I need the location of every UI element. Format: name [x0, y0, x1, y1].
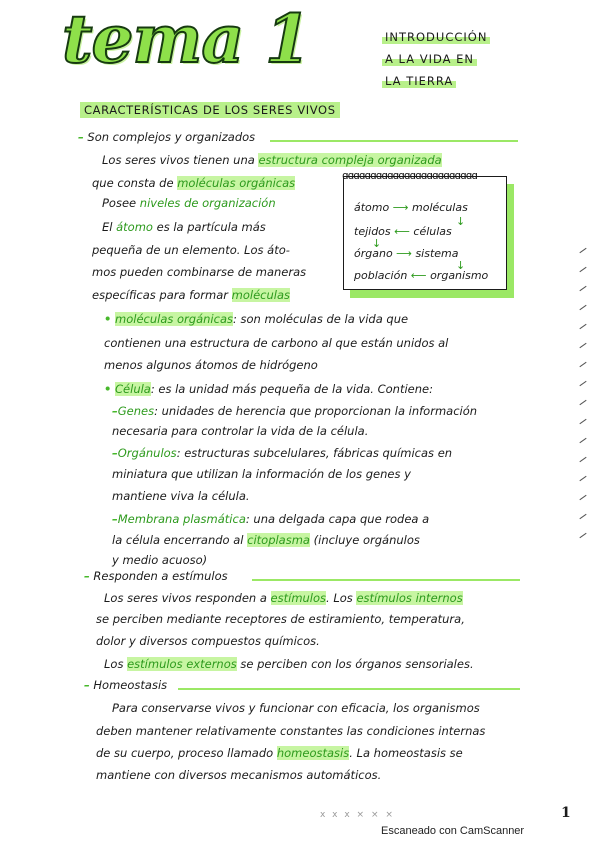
- text-line: pequeña de un elemento. Los áto-: [92, 243, 290, 257]
- intro-line-2: A LA VIDA EN: [382, 52, 477, 66]
- highlight-term: estímulos: [270, 591, 327, 605]
- arrow-left-icon: ⟵: [407, 269, 431, 282]
- text-part: . La homeostasis se: [349, 746, 463, 760]
- diagram-term: sistema: [415, 247, 459, 260]
- text-line: [102, 153, 442, 167]
- text-part: El: [102, 220, 117, 234]
- text-line: deben mantener relativamente constantes las condiciones internas: [96, 724, 486, 738]
- intro-line-1: INTRODUCCIÓN: [382, 30, 490, 44]
- text-line: [92, 176, 295, 190]
- text-line: miniatura que utilizan la información de los genes y: [112, 467, 411, 481]
- diagram-row: [354, 201, 468, 214]
- diagram-row: [354, 269, 488, 282]
- spiral-binding: ɑɑɑɑɑɑɑɑɑɑɑɑɑɑɑɑɑɑɑɑɑɑɑɑ: [342, 169, 477, 182]
- highlight-term: moléculas orgánicas: [177, 176, 296, 190]
- text-line: • Célula: es la unidad más pequeña de la vida. Contiene:: [104, 382, 433, 396]
- diagram-term: órgano: [354, 247, 393, 260]
- text-line: [112, 533, 420, 547]
- diagram-term: moléculas: [412, 201, 468, 214]
- text-part: . Los: [326, 591, 357, 605]
- text-part: : una delgada capa que rodea a: [245, 512, 430, 526]
- arrow-down-icon: ↓: [456, 215, 466, 228]
- heading-text: Homeostasis: [93, 678, 168, 692]
- text-line: [102, 196, 276, 210]
- diagram-row: [354, 225, 452, 238]
- text-part: Los seres vivos tienen una: [102, 153, 259, 167]
- page-marks: x x x × × ×: [320, 810, 395, 820]
- text-line: contienen una estructura de carbono al que están unidos al: [104, 336, 449, 350]
- text-line: Para conservarse vivos y funcionar con eficacia, los organismos: [112, 701, 480, 715]
- text-part: específicas para formar: [92, 288, 232, 302]
- highlight-term: moléculas: [231, 288, 290, 302]
- arrow-right-icon: ⟶: [389, 201, 412, 214]
- arrow-left-icon: ⟵: [390, 225, 414, 238]
- text-line: mantiene viva la célula.: [112, 489, 250, 503]
- text-part: Los: [104, 657, 128, 671]
- heading-text: Son complejos y organizados: [87, 130, 256, 144]
- heading-homeostasis: – Homeostasis: [84, 678, 168, 692]
- text-line: –Genes: unidades de herencia que proporcionan la información: [112, 404, 478, 418]
- text-part: la célula encerrando al: [112, 533, 248, 547]
- section-title: [80, 102, 340, 118]
- highlight-term: citoplasma: [247, 533, 310, 547]
- diagram-term: tejidos: [354, 225, 391, 238]
- intro-line-3: LA TIERRA: [382, 74, 456, 88]
- text-line: y medio acuoso): [112, 553, 208, 567]
- text-line: mos pueden combinarse de maneras: [92, 265, 307, 279]
- text-line: –Membrana plasmática: una delgada capa que rodea a: [112, 512, 430, 526]
- text-part: que consta de: [92, 176, 178, 190]
- text-part: se perciben con los órganos sensoriales.: [236, 657, 474, 671]
- diagram-term: población: [354, 269, 408, 282]
- diagram-term: células: [413, 225, 452, 238]
- heading-text: Responden a estímulos: [93, 569, 228, 583]
- arrow-right-icon: ⟶: [392, 247, 416, 260]
- margin-ticks: [579, 250, 591, 536]
- text-line: [92, 288, 290, 302]
- text-part: : estructuras subcelulares, fábricas químicas en: [176, 446, 453, 460]
- highlight-term: estímulos externos: [127, 657, 237, 671]
- organization-levels-diagram: [342, 169, 507, 290]
- heading-underline: [252, 579, 520, 581]
- highlight-term: moléculas orgánicas: [115, 312, 233, 326]
- text-part: Los seres vivos responden a: [104, 591, 271, 605]
- text-part: : unidades de herencia que proporcionan la información: [154, 404, 478, 418]
- text-part: : es la unidad más pequeña de la vida. Contiene:: [150, 382, 433, 396]
- intro-heading: [382, 26, 512, 92]
- text-line: mantiene con diversos mecanismos automáticos.: [96, 768, 382, 782]
- page-title: tema 1: [62, 0, 310, 78]
- text-part: de su cuerpo, proceso llamado: [96, 746, 277, 760]
- section-title-text: CARACTERÍSTICAS DE LOS SERES VIVOS: [84, 103, 336, 117]
- text-line: se perciben mediante receptores de estiramiento, temperatura,: [96, 612, 465, 626]
- text-line: [96, 746, 463, 760]
- heading-underline: [178, 688, 520, 690]
- text-line: menos algunos átomos de hidrógeno: [104, 358, 318, 372]
- text-part: Posee: [102, 196, 140, 210]
- text-line: [104, 657, 474, 671]
- diagram-term: organismo: [430, 269, 489, 282]
- heading-underline: [270, 140, 518, 142]
- text-line: –Orgánulos: estructuras subcelulares, fábricas químicas en: [112, 446, 453, 460]
- text-line: necesaria para controlar la vida de la célula.: [112, 424, 369, 438]
- diagram-term: átomo: [354, 201, 390, 214]
- page-number: 1: [561, 805, 571, 821]
- highlight-term: homeostasis: [276, 746, 350, 760]
- highlight-term: Célula: [115, 382, 151, 396]
- text-part: es la partícula más: [152, 220, 266, 234]
- text-line: [104, 591, 463, 605]
- highlight-term: estímulos internos: [356, 591, 463, 605]
- text-line: • moléculas orgánicas: son moléculas de la vida que: [104, 312, 409, 326]
- highlight-term: Genes: [117, 404, 155, 418]
- highlight-term: estructura compleja organizada: [258, 153, 442, 167]
- scanner-watermark: Escaneado con CamScanner: [381, 825, 525, 837]
- arrow-down-icon: ↓: [456, 259, 466, 272]
- text-line: [102, 220, 266, 234]
- highlight-term: Membrana plasmática: [117, 512, 246, 526]
- heading-estimulos: – Responden a estímulos: [84, 569, 228, 583]
- highlight-term: átomo: [116, 220, 153, 234]
- heading-complejos: – Son complejos y organizados: [78, 130, 256, 144]
- highlight-term: Orgánulos: [117, 446, 177, 460]
- arrow-down-icon: ↓: [372, 237, 382, 250]
- text-line: dolor y diversos compuestos químicos.: [96, 634, 320, 648]
- highlight-term: niveles de organización: [139, 196, 276, 210]
- diagram-row: [354, 247, 459, 260]
- text-part: : son moléculas de la vida que: [232, 312, 409, 326]
- text-part: (incluye orgánulos: [309, 533, 420, 547]
